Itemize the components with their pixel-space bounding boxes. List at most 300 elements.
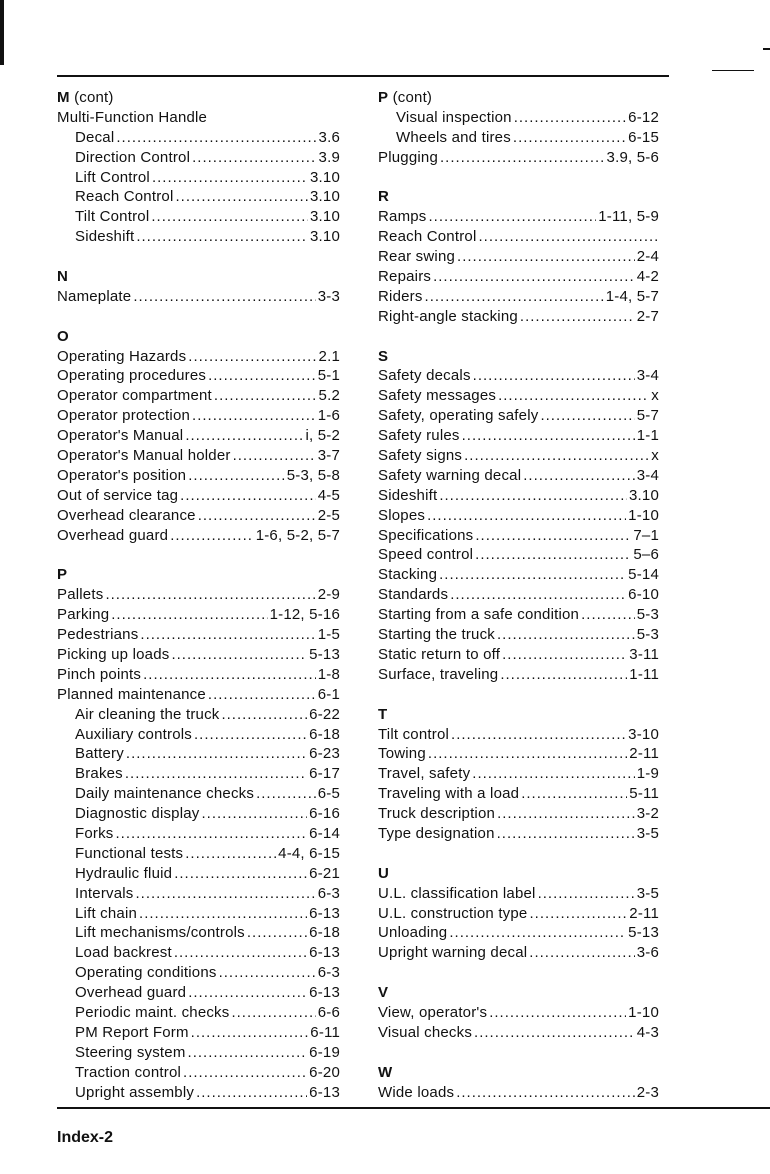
index-entry — [378, 665, 659, 685]
scan-edge-mark — [0, 0, 4, 65]
entry-page-numbers: 6-5 — [317, 785, 340, 803]
entry-page-numbers: 6-16 — [309, 805, 340, 823]
entry-page-numbers: 5.2 — [318, 387, 340, 405]
section-spacer — [57, 307, 340, 327]
entry-term: Starting from a safe condition — [378, 606, 580, 624]
index-subentry — [57, 864, 340, 884]
section-continued-label: (cont) — [388, 89, 433, 106]
entry-page-numbers: 6-6 — [317, 1003, 340, 1021]
entry-term: Operating procedures — [57, 367, 207, 385]
index-entry — [57, 526, 340, 546]
index-entry — [378, 506, 659, 526]
dot-leader — [451, 725, 626, 745]
entry-term: Traction control — [75, 1063, 182, 1081]
index-section — [378, 705, 659, 844]
dot-leader — [474, 1023, 635, 1043]
entry-term: Wide loads — [378, 1083, 455, 1101]
entry-page-numbers: x — [651, 447, 659, 465]
dot-leader — [136, 884, 316, 904]
index-subentry — [57, 1023, 340, 1043]
entry-page-numbers: 5-3, 5-8 — [286, 466, 340, 484]
entry-page-numbers: 2.1 — [318, 347, 340, 365]
index-subentry — [57, 943, 340, 963]
entry-page-numbers: 4-3 — [636, 1023, 659, 1041]
entry-page-numbers: 6-23 — [309, 745, 340, 763]
dot-leader — [581, 605, 635, 625]
index-entry — [57, 625, 340, 645]
entry-page-numbers: 6-1 — [317, 685, 340, 703]
dot-leader — [192, 148, 316, 168]
section-letter — [378, 88, 659, 108]
index-entry — [378, 1023, 659, 1043]
dot-leader — [185, 844, 276, 864]
dot-leader — [425, 287, 604, 307]
dot-leader — [450, 585, 626, 605]
entry-term: Stacking — [378, 566, 438, 584]
entry-page-numbers: 5-13 — [309, 645, 340, 663]
entry-term: U.L. construction type — [378, 904, 528, 922]
entry-term: Overhead clearance — [57, 506, 196, 524]
entry-term: Starting the truck — [378, 626, 495, 644]
section-letter-text: R — [378, 188, 390, 206]
entry-term: Air cleaning the truck — [75, 705, 220, 723]
entry-term: Brakes — [75, 765, 123, 783]
dot-leader — [170, 526, 253, 546]
entry-term: Picking up loads — [57, 645, 170, 663]
section-letter — [378, 983, 659, 1003]
dot-leader — [140, 625, 315, 645]
entry-term: Pedestrians — [57, 626, 139, 644]
index-subentry — [378, 108, 659, 128]
index-entry — [57, 466, 340, 486]
index-subentry — [57, 923, 340, 943]
entry-page-numbers: 6-10 — [628, 586, 659, 604]
section-letter — [378, 347, 659, 367]
entry-page-numbers: 3-5 — [636, 884, 659, 902]
index-entry — [57, 108, 340, 128]
entry-term: Hydraulic fluid — [75, 864, 173, 882]
index-entry — [378, 267, 659, 287]
dot-leader — [497, 804, 635, 824]
index-subentry — [57, 963, 340, 983]
dot-leader — [116, 128, 316, 148]
dot-leader — [513, 128, 626, 148]
entry-page-numbers: 1-10 — [628, 506, 659, 524]
index-subentry — [57, 1043, 340, 1063]
entry-term: Wheels and tires — [396, 128, 511, 146]
entry-page-numbers: 6-18 — [309, 924, 340, 942]
index-subentry — [57, 764, 340, 784]
entry-term: Daily maintenance checks — [75, 785, 255, 803]
index-entry — [57, 426, 340, 446]
entry-term: Pallets — [57, 586, 104, 604]
entry-term: Type designation — [378, 824, 495, 842]
entry-term: Steering system — [75, 1043, 186, 1061]
index-entry — [57, 386, 340, 406]
entry-page-numbers: 6-19 — [309, 1043, 340, 1061]
entry-term: Specifications — [378, 526, 474, 544]
entry-term: U.L. classification label — [378, 884, 536, 902]
entry-page-numbers: 2-5 — [317, 506, 340, 524]
dot-leader — [449, 923, 626, 943]
entry-term: Safety decals — [378, 367, 471, 385]
dot-leader — [439, 486, 627, 506]
entry-term: Sideshift — [378, 486, 438, 504]
entry-term: Visual inspection — [396, 108, 512, 126]
entry-page-numbers: 1-11, 5-9 — [598, 208, 659, 226]
dot-leader — [247, 923, 307, 943]
section-letter-text: N — [57, 268, 69, 286]
entry-term: Operator's Manual — [57, 427, 184, 445]
entry-term: View, operator's — [378, 1003, 488, 1021]
dot-leader — [472, 764, 634, 784]
index-subentry — [57, 824, 340, 844]
entry-page-numbers: 3-6 — [636, 944, 659, 962]
index-subentry — [57, 1083, 340, 1103]
index-entry — [378, 426, 659, 446]
index-entry — [57, 366, 340, 386]
entry-page-numbers: 1-9 — [636, 765, 659, 783]
entry-page-numbers: 6-22 — [309, 705, 340, 723]
entry-term: Slopes — [378, 506, 426, 524]
index-entry — [378, 943, 659, 963]
entry-term: Parking — [57, 606, 110, 624]
dot-leader — [191, 1023, 309, 1043]
dot-leader — [521, 784, 627, 804]
index-section — [378, 983, 659, 1043]
entry-term: Repairs — [378, 268, 432, 286]
index-entry — [378, 486, 659, 506]
dot-leader — [429, 207, 597, 227]
index-entry — [57, 585, 340, 605]
section-letter — [57, 267, 340, 287]
index-section — [57, 327, 340, 546]
entry-term: Reach Control — [75, 188, 174, 206]
dot-leader — [462, 426, 635, 446]
entry-term: Operator protection — [57, 407, 191, 425]
section-letter-text: P — [57, 566, 68, 584]
index-subentry — [57, 227, 340, 247]
section-spacer — [378, 844, 659, 864]
entry-term: Periodic maint. checks — [75, 1003, 230, 1021]
section-continued-label: (cont) — [69, 89, 114, 106]
dot-leader — [208, 685, 316, 705]
index-entry — [378, 565, 659, 585]
index-entry — [378, 585, 659, 605]
dot-leader — [151, 207, 308, 227]
entry-term: Intervals — [75, 884, 134, 902]
dot-leader — [497, 824, 635, 844]
entry-term: Lift Control — [75, 168, 150, 186]
entry-term: Visual checks — [378, 1023, 473, 1041]
dot-leader — [457, 247, 635, 267]
index-entry — [57, 347, 340, 367]
entry-term: Operator's Manual holder — [57, 447, 231, 465]
entry-term: Travel, safety — [378, 765, 471, 783]
entry-page-numbers: 3.9 — [318, 148, 340, 166]
dot-leader — [489, 1003, 626, 1023]
entry-page-numbers: 5-7 — [636, 407, 659, 425]
dot-leader — [428, 744, 627, 764]
index-entry — [378, 466, 659, 486]
entry-page-numbers: 2-4 — [636, 248, 659, 266]
index-entry — [378, 784, 659, 804]
entry-page-numbers: x — [651, 387, 659, 405]
entry-term: Tilt control — [378, 725, 450, 743]
section-letter — [57, 327, 340, 347]
footer-rule — [57, 1107, 770, 1109]
entry-term: Lift mechanisms/controls — [75, 924, 245, 942]
entry-page-numbers: 6-20 — [309, 1063, 340, 1081]
section-letter — [57, 88, 340, 108]
section-letter — [378, 187, 659, 207]
entry-term: Nameplate — [57, 287, 132, 305]
dot-leader — [478, 227, 657, 247]
entry-page-numbers: 6-3 — [317, 964, 340, 982]
entry-page-numbers: 6-15 — [628, 128, 659, 146]
index-entry — [378, 386, 659, 406]
index-entry — [378, 247, 659, 267]
index-subentry — [57, 148, 340, 168]
entry-term: Safety, operating safely — [378, 407, 539, 425]
dot-leader — [221, 705, 307, 725]
entry-term: Operating conditions — [75, 964, 217, 982]
dot-leader — [529, 943, 634, 963]
dot-leader — [185, 426, 303, 446]
entry-term: Safety warning decal — [378, 466, 522, 484]
entry-page-numbers: 1-12, 5-16 — [269, 606, 340, 624]
index-entry — [57, 287, 340, 307]
dot-leader — [475, 526, 631, 546]
dot-leader — [183, 1063, 307, 1083]
entry-term: Rear swing — [378, 248, 456, 266]
dot-leader — [439, 565, 626, 585]
index-entry — [378, 923, 659, 943]
entry-term: Riders — [378, 287, 423, 305]
entry-term: Surface, traveling — [378, 665, 499, 683]
entry-term: Operator's position — [57, 466, 187, 484]
section-spacer — [378, 963, 659, 983]
index-entry — [378, 207, 659, 227]
dot-leader — [497, 625, 635, 645]
entry-page-numbers: 3-10 — [628, 725, 659, 743]
dot-leader — [502, 645, 627, 665]
entry-page-numbers: 5-13 — [628, 924, 659, 942]
dot-leader — [198, 506, 316, 526]
dot-leader — [427, 506, 626, 526]
entry-page-numbers: 2-11 — [629, 904, 659, 922]
entry-term: Functional tests — [75, 844, 184, 862]
entry-term: Forks — [75, 824, 114, 842]
entry-page-numbers: i, 5-2 — [305, 427, 340, 445]
dot-leader — [498, 386, 649, 406]
index-subentry — [57, 844, 340, 864]
dot-leader — [540, 406, 634, 426]
dot-leader — [133, 287, 315, 307]
dot-leader — [208, 366, 316, 386]
dot-leader — [139, 904, 307, 924]
section-letter — [378, 864, 659, 884]
index-entry — [378, 725, 659, 745]
entry-page-numbers: 3-4 — [636, 367, 659, 385]
dot-leader — [538, 884, 635, 904]
entry-term: Tilt Control — [75, 208, 150, 226]
entry-term: Towing — [378, 745, 426, 763]
entry-page-numbers: 6-14 — [309, 824, 340, 842]
section-letter — [57, 565, 340, 585]
index-entry — [378, 824, 659, 844]
dot-leader — [180, 486, 316, 506]
index-entry — [378, 1003, 659, 1023]
index-section — [57, 565, 340, 1102]
index-subentry — [57, 207, 340, 227]
section-spacer — [57, 545, 340, 565]
entry-term: Truck description — [378, 805, 496, 823]
index-entry — [57, 645, 340, 665]
index-entry — [57, 506, 340, 526]
entry-page-numbers: 3.9, 5-6 — [606, 148, 659, 166]
dot-leader — [174, 864, 307, 884]
index-subentry — [57, 904, 340, 924]
index-entry — [378, 526, 659, 546]
entry-term: Plugging — [378, 148, 438, 166]
dot-leader — [116, 824, 308, 844]
entry-term: Traveling with a load — [378, 785, 520, 803]
index-entry — [378, 446, 659, 466]
dot-leader — [136, 227, 308, 247]
index-entry — [378, 645, 659, 665]
entry-page-numbers: 3.10 — [310, 208, 340, 226]
section-letter — [378, 705, 659, 725]
index-entry — [378, 227, 659, 247]
dot-leader — [105, 585, 315, 605]
entry-page-numbers: 5-3 — [636, 626, 659, 644]
section-letter-text: V — [378, 984, 389, 1002]
section-letter — [378, 1063, 659, 1083]
index-subentry — [378, 128, 659, 148]
section-letter-text: P — [378, 89, 389, 106]
index-entry — [57, 446, 340, 466]
index-entry — [378, 148, 659, 168]
index-section — [378, 187, 659, 326]
entry-term: Safety messages — [378, 387, 497, 405]
index-section — [378, 347, 659, 685]
dot-leader — [500, 665, 627, 685]
entry-page-numbers: 3.10 — [310, 188, 340, 206]
section-spacer — [378, 1043, 659, 1063]
entry-term: Unloading — [378, 924, 448, 942]
entry-page-numbers: 6-13 — [309, 1083, 340, 1101]
entry-term: Operating Hazards — [57, 347, 187, 365]
index-column-right — [378, 88, 659, 1102]
entry-term: Pinch points — [57, 665, 142, 683]
index-entry — [378, 307, 659, 327]
entry-term: Overhead guard — [75, 984, 187, 1002]
dot-leader — [143, 665, 316, 685]
index-entry — [378, 366, 659, 386]
section-spacer — [57, 247, 340, 267]
entry-page-numbers: 5-1 — [317, 367, 340, 385]
entry-page-numbers: 2-3 — [636, 1083, 659, 1101]
entry-page-numbers: 3.6 — [318, 128, 340, 146]
entry-page-numbers: 6-13 — [309, 944, 340, 962]
entry-page-numbers: 3-7 — [317, 447, 340, 465]
index-subentry — [57, 744, 340, 764]
entry-term: Safety signs — [378, 447, 463, 465]
index-section — [378, 88, 659, 168]
index-entry — [378, 804, 659, 824]
entry-page-numbers: 6-12 — [628, 108, 659, 126]
dot-leader — [523, 466, 634, 486]
section-letter-text: O — [57, 327, 69, 345]
entry-page-numbers: 2-11 — [629, 745, 659, 763]
entry-page-numbers: 3-5 — [636, 824, 659, 842]
section-spacer — [378, 168, 659, 188]
entry-term: Battery — [75, 745, 124, 763]
dot-leader — [464, 446, 649, 466]
entry-term: Decal — [75, 128, 115, 146]
entry-page-numbers: 1-6 — [317, 407, 340, 425]
entry-page-numbers: 1-5 — [317, 626, 340, 644]
section-letter-text: S — [378, 347, 389, 365]
entry-page-numbers: 1-8 — [317, 665, 340, 683]
entry-term: Right-angle stacking — [378, 307, 518, 325]
dot-leader — [440, 148, 605, 168]
dot-leader — [111, 605, 267, 625]
entry-term: Overhead guard — [57, 526, 169, 544]
index-entry — [378, 406, 659, 426]
section-letter-text: W — [378, 1063, 393, 1081]
index-entry — [378, 884, 659, 904]
index-subentry — [57, 187, 340, 207]
scan-mark-corner — [763, 48, 770, 50]
index-subentry — [57, 128, 340, 148]
entry-term: Operator compartment — [57, 387, 212, 405]
index-section — [57, 88, 340, 247]
dot-leader — [188, 983, 307, 1003]
index-entry — [378, 744, 659, 764]
index-entry — [57, 406, 340, 426]
entry-page-numbers: 6-18 — [309, 725, 340, 743]
dot-leader — [233, 446, 316, 466]
entry-page-numbers: 5-14 — [628, 566, 659, 584]
index-column-left — [57, 88, 340, 1102]
dot-leader — [473, 366, 635, 386]
dot-leader — [514, 108, 626, 128]
entry-page-numbers: 5–6 — [633, 546, 659, 564]
dot-leader — [126, 744, 307, 764]
entry-term: Auxiliary controls — [75, 725, 192, 743]
entry-page-numbers: 6-11 — [310, 1023, 340, 1041]
entry-page-numbers: 4-5 — [317, 486, 340, 504]
entry-term: Diagnostic display — [75, 805, 200, 823]
index-subentry — [57, 1003, 340, 1023]
index-subentry — [57, 1063, 340, 1083]
entry-term: Lift chain — [75, 904, 138, 922]
entry-term: Safety rules — [378, 427, 460, 445]
entry-page-numbers: 3.10 — [310, 228, 340, 246]
entry-term: Reach Control — [378, 228, 477, 246]
entry-page-numbers: 3-11 — [629, 645, 659, 663]
entry-page-numbers: 6-3 — [317, 884, 340, 902]
index-entry — [378, 605, 659, 625]
dot-leader — [174, 943, 307, 963]
index-subentry — [57, 884, 340, 904]
entry-page-numbers: 2-9 — [317, 586, 340, 604]
index-section — [378, 864, 659, 963]
scan-mark-top-right — [712, 70, 754, 71]
entry-term: Multi-Function Handle — [57, 108, 208, 126]
